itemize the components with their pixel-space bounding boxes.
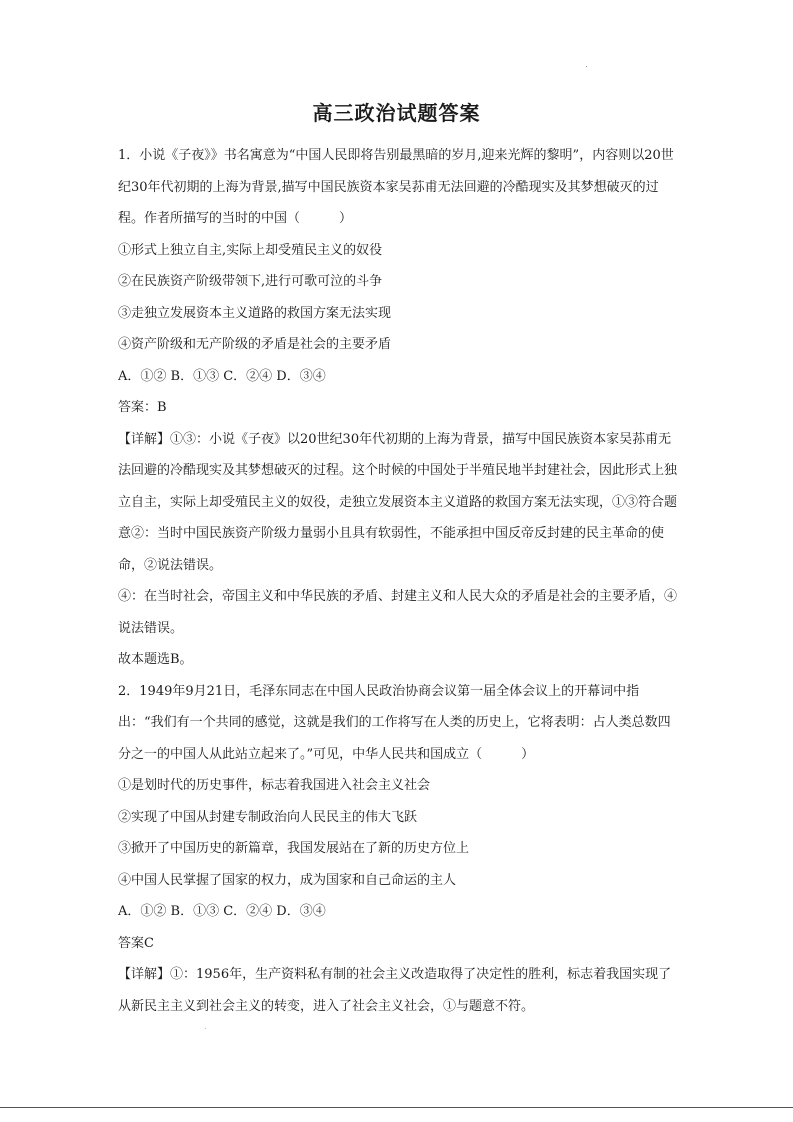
question-1-conclusion: 故本题选B。 (118, 652, 193, 667)
scan-dot (205, 1028, 206, 1029)
question-2-stem: 2．1949年9月21日，毛泽东同志在中国人民政治协商会议第一届全体会议上的开幕词中指出：“我们有一个共同的感觉，这就是我们的工作将写在人类的历史上，它将表明：占人类总数四分之一的中国人从此站立起来了。”可见，中华人民共和国成立（ ） (118, 683, 671, 762)
page-bottom-rule (0, 1107, 793, 1108)
question-1-option-2: ②在民族资产阶级带领下,进行可歌可泣的斗争 (118, 274, 383, 289)
scan-dot (586, 66, 587, 67)
document-body (118, 140, 678, 1022)
question-1-explanation-2: ④：在当时社会，帝国主义和中华民族的矛盾、封建主义和人民大众的矛盾是社会的主要矛盾，④说法错误。 (118, 589, 678, 636)
question-1-answer: 答案：B (118, 400, 167, 415)
question-2-option-4: ④中国人民掌握了国家的权力，成为国家和自己命运的主人 (118, 872, 457, 888)
question-2-answer: 答案C (118, 935, 154, 951)
question-1-option-3: ③走独立发展资本主义道路的救国方案无法实现 (118, 305, 392, 321)
question-1-explanation: 【详解】①③：小说《子夜》以20世纪30年代初期的上海为背景，描写中国民族资本家吴荪甫无法回避的冷酷现实及其梦想破灭的过程。这个时候的中国处于半殖民地半封建社会，因此形式上独立自主，实际上却受殖民主义的奴役，走独立发展资本主义道路的救国方案无法实现，①③符合题意②：当时中国民族资产阶级力量弱小且具有软弱性，不能承担中国反帝反封建的民主革命的使命，②说法错误。 (118, 431, 678, 573)
question-1-option-1: ①形式上独立自主,实际上却受殖民主义的奴役 (118, 242, 383, 258)
question-1-option-4: ④资产阶级和无产阶级的矛盾是社会的主要矛盾 (118, 337, 392, 352)
page-title: 高三政治试题答案 (312, 101, 481, 125)
question-2-option-1: ①是划时代的历史事件，标志着我国进入社会主义社会 (118, 778, 431, 793)
question-2-option-2: ②实现了中国从封建专制政治向人民民主的伟大飞跃 (118, 809, 418, 825)
question-2-explanation: 【详解】①：1956年，生产资料私有制的社会主义改造取得了决定性的胜利，标志着我国实现了从新民主主义到社会主义的转变，进入了社会主义社会，①与题意不符。 (118, 967, 672, 1014)
question-1-stem: 1．小说《子夜》》书名寓意为“中国人民即将告别最黑暗的岁月,迎来光辉的黎明”，内容则以20世纪30年代初期的上海为背景,描写中国民族资本家吴荪甫无法回避的冷酷现实及其梦想破灭的过程。作者所描写的当时的中国（ ） (118, 148, 674, 226)
question-2-option-3: ③掀开了中国历史的新篇章，我国发展站在了新的历史方位上 (118, 841, 470, 856)
question-1-choices: A．①② B．①③ C．②④ D．③④ (118, 368, 326, 384)
question-2-choices: A．①② B．①③ C．②④ D．③④ (118, 904, 326, 919)
